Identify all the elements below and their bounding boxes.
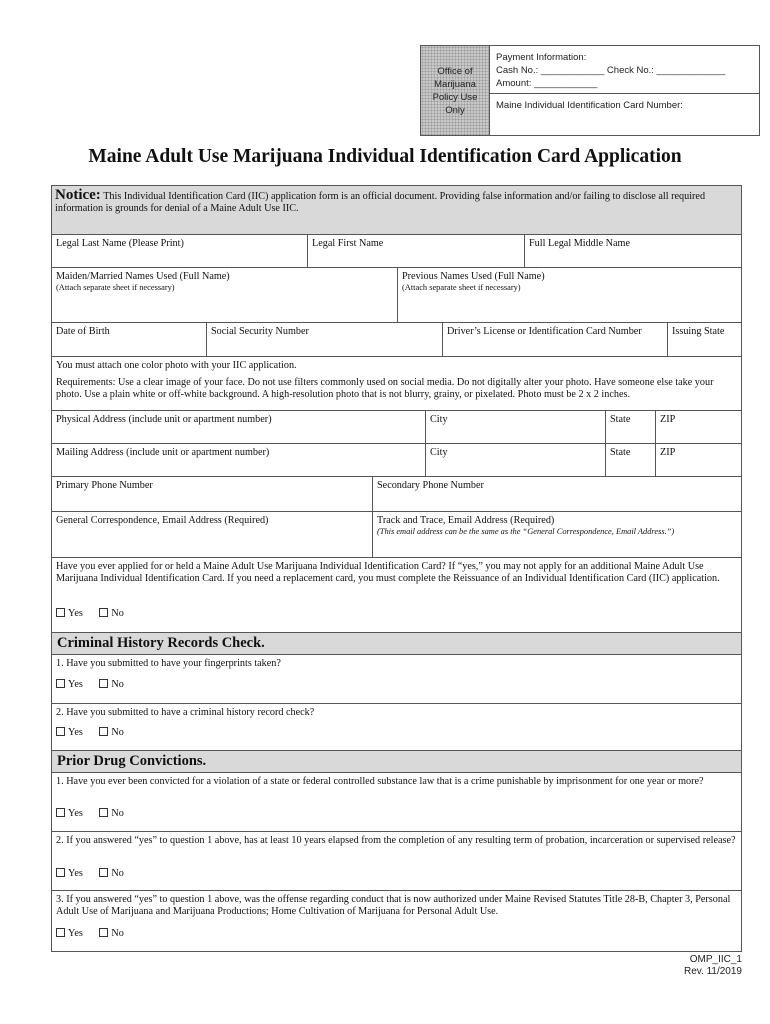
state-label: State xyxy=(610,414,631,425)
physical-address-label: Physical Address (include unit or apartment number) xyxy=(56,414,272,425)
application-form xyxy=(51,185,742,952)
no-label: No xyxy=(111,679,124,690)
yes-option[interactable] xyxy=(56,808,83,819)
drug-q2-text: 2. If you answered “yes” to question 1 above, has at least 10 years elapsed from the completion of any resulting term of probation, incarceration or supervised release? xyxy=(56,835,736,846)
drug-q1 xyxy=(52,772,741,831)
yes-option[interactable] xyxy=(56,608,83,619)
track-email-note: (This email address can be the same as the “General Correspondence, Email Address.”) xyxy=(377,527,675,536)
checkbox[interactable] xyxy=(56,868,65,877)
checkbox[interactable] xyxy=(56,928,65,937)
maiden-names-note: (Attach separate sheet if necessary) xyxy=(56,283,175,292)
form-footer xyxy=(684,954,742,978)
drug-q3 xyxy=(52,890,741,951)
middle-name-field[interactable] xyxy=(524,234,741,267)
yes-label: Yes xyxy=(68,808,83,819)
photo-line-2: Requirements: Use a clear image of your face. Do not use filters commonly used on social media. Do not digitally alter your photo. Have someone else take your photo. Use a plain white or off-white background. A high-resolution photo that is not blurry, grainy, or pixelated. Photo must be 2 x 2 inches. xyxy=(56,377,714,400)
zip-label: ZIP xyxy=(660,447,676,458)
payment-title: Payment Information: xyxy=(496,52,587,63)
payment-information xyxy=(490,46,759,94)
no-label: No xyxy=(111,868,124,879)
criminal-history-heading: Criminal History Records Check. xyxy=(52,632,741,654)
yes-option[interactable] xyxy=(56,679,83,690)
drug-q1-text: 1. Have you ever been convicted for a violation of a state or federal controlled substance law that is a crime punishable by imprisonment for one year or more? xyxy=(56,776,704,787)
mailing-state-field[interactable] xyxy=(605,443,655,476)
middle-name-label: Full Legal Middle Name xyxy=(529,238,631,249)
no-option[interactable] xyxy=(99,808,123,819)
city-label: City xyxy=(430,447,448,458)
physical-zip-field[interactable] xyxy=(655,410,741,443)
checkbox[interactable] xyxy=(56,608,65,617)
checkbox[interactable] xyxy=(99,727,108,736)
notice-section xyxy=(52,186,741,234)
checkbox[interactable] xyxy=(99,928,108,937)
prior-application-question xyxy=(52,557,741,632)
last-name-field[interactable] xyxy=(52,234,307,267)
criminal-q1-text: 1. Have you submitted to have your fingerprints taken? xyxy=(56,658,281,669)
yes-label: Yes xyxy=(68,868,83,879)
track-email-label: Track and Trace, Email Address (Required) xyxy=(377,515,555,526)
drug-q2 xyxy=(52,831,741,890)
yes-option[interactable] xyxy=(56,928,83,939)
no-label: No xyxy=(111,808,124,819)
previous-names-field[interactable] xyxy=(397,267,741,322)
prior-application-text: Have you ever applied for or held a Maine Adult Use Marijuana Individual Identification Card? If “yes,” you may not apply for an additional Maine Adult Use Marijuana Individual Identification Card. If you need a replacement card, you must complete the Reissuance of an Individual Identification Card (IIC) application. xyxy=(56,561,720,584)
ssn-label: Social Security Number xyxy=(211,326,309,337)
id-card-number-field[interactable]: Maine Individual Identification Card Number: xyxy=(496,100,683,111)
drug-q2-options xyxy=(56,868,138,879)
checkbox[interactable] xyxy=(99,679,108,688)
criminal-q2-text: 2. Have you submitted to have a criminal history record check? xyxy=(56,707,315,718)
photo-requirements xyxy=(52,356,741,410)
office-use-label xyxy=(421,46,490,135)
cash-check-line[interactable]: Cash No.: ____________ Check No.: _____________ xyxy=(496,65,726,76)
drug-q1-options xyxy=(56,808,138,819)
no-option[interactable] xyxy=(99,868,123,879)
checkbox[interactable] xyxy=(56,727,65,736)
physical-address-field[interactable] xyxy=(52,410,425,443)
yes-option[interactable] xyxy=(56,868,83,879)
yes-label: Yes xyxy=(68,679,83,690)
last-name-label: Legal Last Name (Please Print) xyxy=(56,238,184,249)
criminal-q1 xyxy=(52,654,741,703)
no-label: No xyxy=(111,727,124,738)
license-field[interactable] xyxy=(442,322,667,356)
previous-names-note: (Attach separate sheet if necessary) xyxy=(402,283,521,292)
general-email-label: General Correspondence, Email Address (Required) xyxy=(56,515,269,526)
maiden-names-label: Maiden/Married Names Used (Full Name) xyxy=(56,271,230,282)
yes-option[interactable] xyxy=(56,727,83,738)
issuing-state-field[interactable] xyxy=(667,322,741,356)
office-label-line: Policy Use xyxy=(432,91,478,103)
secondary-phone-label: Secondary Phone Number xyxy=(377,480,484,491)
drug-convictions-heading: Prior Drug Convictions. xyxy=(52,750,741,772)
amount-line[interactable]: Amount: ____________ xyxy=(496,78,598,89)
no-label: No xyxy=(111,608,124,619)
yes-label: Yes xyxy=(68,608,83,619)
city-label: City xyxy=(430,414,448,425)
mailing-address-field[interactable] xyxy=(52,443,425,476)
mailing-city-field[interactable] xyxy=(425,443,605,476)
no-option[interactable] xyxy=(99,679,123,690)
page-title: Maine Adult Use Marijuana Individual Identification Card Application xyxy=(88,146,682,167)
zip-label: ZIP xyxy=(660,414,676,425)
issuing-state-label: Issuing State xyxy=(672,326,725,337)
mailing-address-label: Mailing Address (include unit or apartment number) xyxy=(56,447,270,458)
office-use-box xyxy=(420,45,760,136)
general-email-field[interactable] xyxy=(52,511,372,557)
previous-names-label: Previous Names Used (Full Name) xyxy=(402,271,545,282)
physical-state-field[interactable] xyxy=(605,410,655,443)
first-name-label: Legal First Name xyxy=(312,238,384,249)
dob-field[interactable] xyxy=(52,322,206,356)
yes-label: Yes xyxy=(68,727,83,738)
checkbox[interactable] xyxy=(99,868,108,877)
license-label: Driver’s License or Identification Card Number xyxy=(447,326,642,337)
yes-label: Yes xyxy=(68,928,83,939)
drug-q3-text: 3. If you answered “yes” to question 1 above, was the offense regarding conduct that is now authorized under Maine Revised Statutes Title 28-B, Chapter 3, Personal Adult Use of Marijuana and Marijuana Productions; Home Cultivation of Marijuana for Personal Adult Use. xyxy=(56,894,731,917)
checkbox[interactable] xyxy=(99,608,108,617)
no-option[interactable] xyxy=(99,727,123,738)
office-label-line: Marijuana xyxy=(434,78,476,90)
state-label: State xyxy=(610,447,631,458)
form-revision: Rev. 11/2019 xyxy=(683,966,742,977)
secondary-phone-field[interactable] xyxy=(372,476,741,511)
no-option[interactable] xyxy=(99,608,123,619)
primary-phone-label: Primary Phone Number xyxy=(56,480,153,491)
form-id: OMP_IIC_1 xyxy=(689,954,742,965)
dob-label: Date of Birth xyxy=(56,326,110,337)
criminal-q1-options xyxy=(56,679,138,690)
criminal-q2-options xyxy=(56,727,138,738)
mailing-zip-field[interactable] xyxy=(655,443,741,476)
primary-phone-field[interactable] xyxy=(52,476,372,511)
criminal-q2 xyxy=(52,703,741,750)
no-option[interactable] xyxy=(99,928,123,939)
office-label-line: Office of xyxy=(437,65,473,77)
drug-q3-options xyxy=(56,928,138,939)
first-name-field[interactable] xyxy=(307,234,524,267)
physical-city-field[interactable] xyxy=(425,410,605,443)
prior-application-options xyxy=(56,608,138,619)
ssn-field[interactable] xyxy=(206,322,442,356)
track-email-field[interactable] xyxy=(372,511,741,557)
notice-heading: Notice: xyxy=(55,187,101,203)
checkbox[interactable] xyxy=(56,808,65,817)
office-label-line: Only xyxy=(445,104,465,116)
notice-text: This Individual Identification Card (IIC) application form is an official document. Providing false information and/or failing to disclose all required information is grounds for denial of a Maine Adult Use IIC. xyxy=(55,191,706,214)
checkbox[interactable] xyxy=(56,679,65,688)
checkbox[interactable] xyxy=(99,808,108,817)
maiden-names-field[interactable] xyxy=(52,267,397,322)
photo-line-1: You must attach one color photo with your IIC application. xyxy=(56,360,297,371)
no-label: No xyxy=(111,928,124,939)
